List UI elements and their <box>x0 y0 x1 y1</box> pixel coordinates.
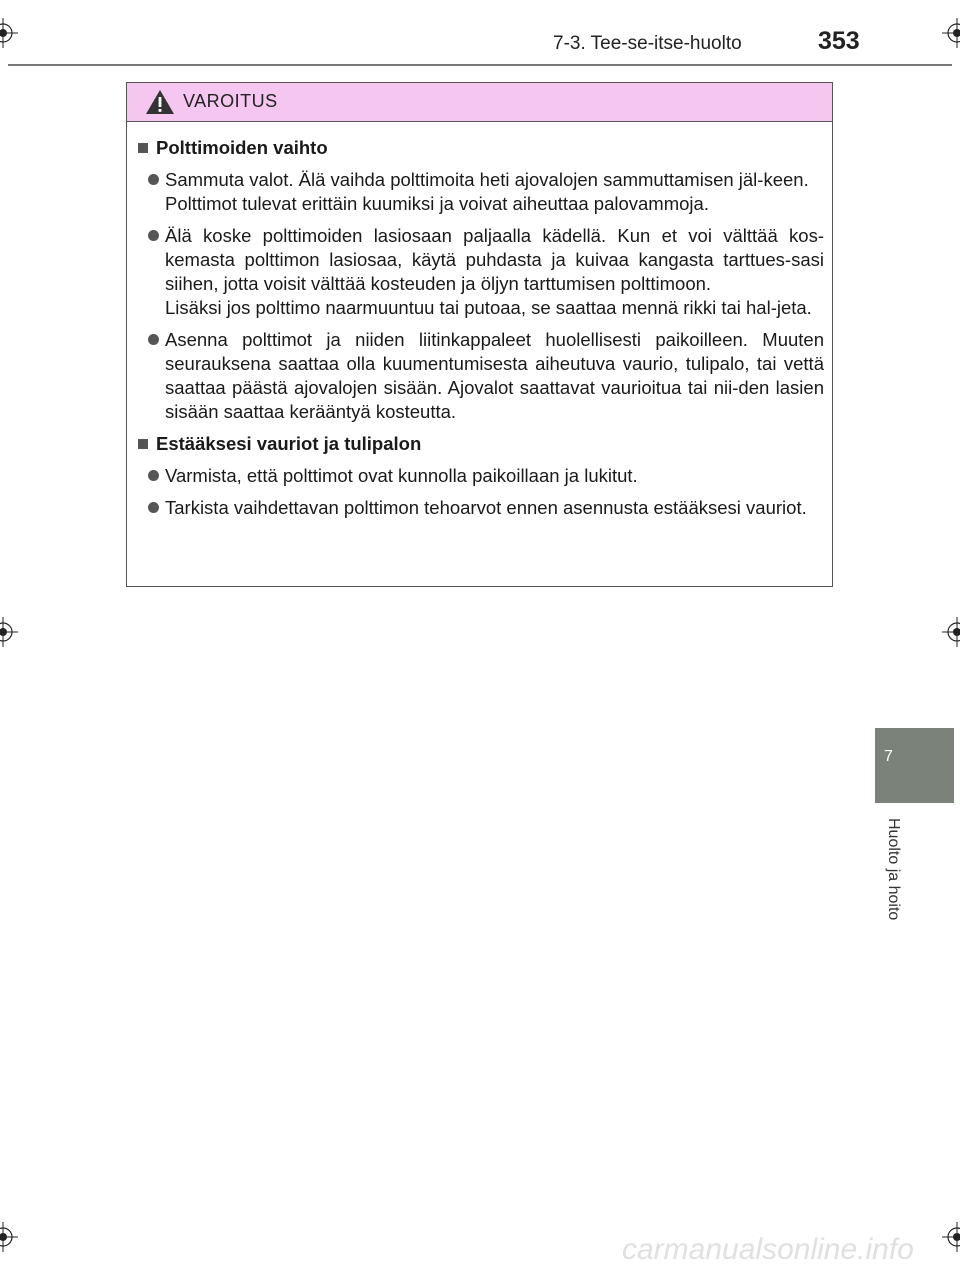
watermark: carmanualsonline.info <box>622 1233 914 1266</box>
section-heading <box>135 136 824 160</box>
chapter-number: 7 <box>884 748 893 765</box>
page-number: 353 <box>818 27 860 55</box>
bullet-dot-icon <box>148 174 159 185</box>
section-title: 7-3. Tee-se-itse-huolto <box>553 33 742 54</box>
item-text: Älä koske polttimoiden lasiosaan paljaalla kädellä. Kun et voi välttää kos-kemasta polttimon lasiosaa, käytä puhdasta ja kuivaa kangasta tarttues-sasi siihen, jotta voisit välttää kosteuden ja öljyn tarttumisen polttimoon. <box>165 225 824 294</box>
crop-mark-top-right <box>942 18 960 48</box>
bullet-dot-icon <box>148 502 159 513</box>
crop-mark-mid-right <box>942 617 960 647</box>
square-bullet-icon <box>138 439 148 449</box>
warning-body <box>127 122 832 520</box>
section-heading-text: Polttimoiden vaihto <box>156 137 328 158</box>
list-item <box>135 224 824 320</box>
bullet-dot-icon <box>148 334 159 345</box>
warning-title: VAROITUS <box>183 91 278 111</box>
crop-mark-mid-left <box>0 617 18 647</box>
chapter-label: Huolto ja hoito <box>885 818 902 921</box>
list-item <box>135 464 824 488</box>
crop-mark-bottom-left <box>0 1222 18 1252</box>
crop-mark-top-left <box>0 18 18 48</box>
item-text: Polttimot tulevat erittäin kuumiksi ja voivat aiheuttaa palovammoja. <box>165 193 709 214</box>
item-text: Asenna polttimot ja niiden liitinkappaleet huolellisesti paikoilleen. Muuten seurauksena saattaa olla kuumentumisesta aiheutuva vaurio, tulipalo, tai vettä saattaa päästä ajovalojen sisään. Ajovalot saattavat vaurioitua tai nii-den lasien sisään saattaa kerääntyä kosteutta. <box>165 329 824 422</box>
warning-header <box>127 83 832 122</box>
list-item <box>135 168 824 216</box>
crop-mark-bottom-right <box>942 1222 960 1252</box>
bullet-dot-icon <box>148 230 159 241</box>
section-heading-text: Estääksesi vauriot ja tulipalon <box>156 433 422 454</box>
square-bullet-icon <box>138 143 148 153</box>
item-text: Tarkista vaihdettavan polttimon tehoarvot ennen asennusta estääksesi vauriot. <box>165 497 807 518</box>
section-heading <box>135 432 824 456</box>
warning-triangle-icon <box>145 89 175 120</box>
list-item <box>135 496 824 520</box>
bullet-dot-icon <box>148 470 159 481</box>
item-text: Sammuta valot. Älä vaihda polttimoita heti ajovalojen sammuttamisen jäl-keen. <box>165 169 809 190</box>
warning-box <box>126 82 833 587</box>
header-divider <box>8 64 952 66</box>
list-item <box>135 328 824 424</box>
item-text: Lisäksi jos polttimo naarmuuntuu tai putoaa, se saattaa mennä rikki tai hal-jeta. <box>165 297 812 318</box>
item-text: Varmista, että polttimot ovat kunnolla paikoillaan ja lukitut. <box>165 465 638 486</box>
